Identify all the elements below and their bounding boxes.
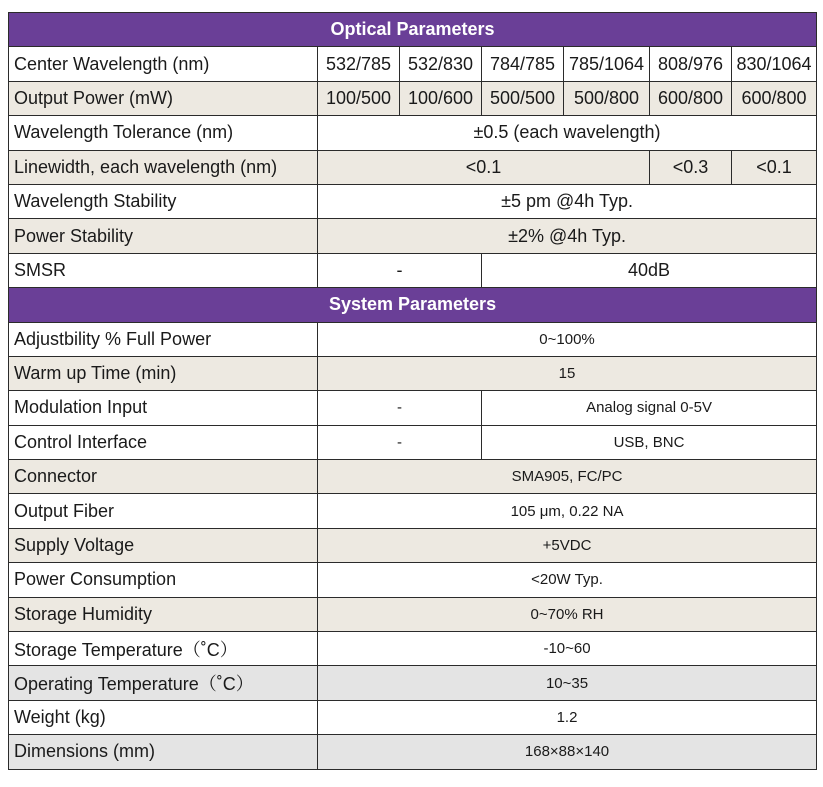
cell-value: 532/785: [318, 47, 400, 81]
row-label: Output Fiber: [9, 494, 318, 528]
table-row-dimensions: [9, 735, 817, 769]
cell-value: 784/785: [482, 47, 564, 81]
cell-value: USB, BNC: [482, 425, 817, 459]
cell-value: 1.2: [318, 700, 817, 734]
row-label: Storage Temperature（˚C）: [9, 632, 318, 666]
table-row-connector: [9, 460, 817, 494]
table-row-linewidth: [9, 150, 817, 184]
table-row-wavelength-stability: [9, 184, 817, 218]
table-row-smsr: [9, 253, 817, 287]
cell-value: 40dB: [482, 253, 817, 287]
row-label: Storage Humidity: [9, 597, 318, 631]
system-section-header-row: [9, 288, 817, 322]
cell-value: ±2% @4h Typ.: [318, 219, 817, 253]
table-row-center-wavelength: [9, 47, 817, 81]
cell-value: 600/800: [650, 81, 732, 115]
table-row-output-fiber: [9, 494, 817, 528]
cell-value: 100/600: [400, 81, 482, 115]
cell-value: <20W Typ.: [318, 563, 817, 597]
cell-value: 785/1064: [564, 47, 650, 81]
table-row-storage-temperature: [9, 632, 817, 666]
row-label: Power Stability: [9, 219, 318, 253]
row-label: Control Interface: [9, 425, 318, 459]
cell-value: 0~100%: [318, 322, 817, 356]
table-row-wavelength-tolerance: [9, 116, 817, 150]
cell-value: 105 μm, 0.22 NA: [318, 494, 817, 528]
table-row-warm-up: [9, 356, 817, 390]
row-label: Power Consumption: [9, 563, 318, 597]
table-row-adjustability: [9, 322, 817, 356]
row-label: Adjustbility % Full Power: [9, 322, 318, 356]
table-row-modulation: [9, 391, 817, 425]
cell-value: <0.1: [318, 150, 650, 184]
cell-value: ±5 pm @4h Typ.: [318, 184, 817, 218]
cell-value: <0.3: [650, 150, 732, 184]
table-row-power-consumption: [9, 563, 817, 597]
row-label: Linewidth, each wavelength (nm): [9, 150, 318, 184]
cell-value: 600/800: [732, 81, 817, 115]
row-label: Center Wavelength (nm): [9, 47, 318, 81]
spec-table: [8, 12, 817, 770]
cell-value: -10~60: [318, 632, 817, 666]
cell-value: Analog signal 0-5V: [482, 391, 817, 425]
cell-value: 15: [318, 356, 817, 390]
cell-value: SMA905, FC/PC: [318, 460, 817, 494]
cell-value: 10~35: [318, 666, 817, 700]
system-section-title: System Parameters: [9, 288, 817, 322]
row-label: Wavelength Stability: [9, 184, 318, 218]
cell-value: -: [318, 391, 482, 425]
optical-section-header-row: [9, 13, 817, 47]
row-label: SMSR: [9, 253, 318, 287]
table-row-supply-voltage: [9, 528, 817, 562]
table-row-control: [9, 425, 817, 459]
row-label: Wavelength Tolerance (nm): [9, 116, 318, 150]
cell-value: <0.1: [732, 150, 817, 184]
cell-value: 0~70% RH: [318, 597, 817, 631]
row-label: Warm up Time (min): [9, 356, 318, 390]
cell-value: 532/830: [400, 47, 482, 81]
cell-value: 808/976: [650, 47, 732, 81]
row-label: Modulation Input: [9, 391, 318, 425]
cell-value: 830/1064: [732, 47, 817, 81]
cell-value: 500/800: [564, 81, 650, 115]
cell-value: ±0.5 (each wavelength): [318, 116, 817, 150]
row-label: Connector: [9, 460, 318, 494]
cell-value: -: [318, 425, 482, 459]
table-row-storage-humidity: [9, 597, 817, 631]
row-label: Supply Voltage: [9, 528, 318, 562]
optical-section-title: Optical Parameters: [9, 13, 817, 47]
row-label: Output Power (mW): [9, 81, 318, 115]
table-row-output-power: [9, 81, 817, 115]
row-label: Operating Temperature（˚C）: [9, 666, 318, 700]
table-row-weight: [9, 700, 817, 734]
cell-value: 100/500: [318, 81, 400, 115]
table-row-operating-temperature: [9, 666, 817, 700]
row-label: Weight (kg): [9, 700, 318, 734]
row-label: Dimensions (mm): [9, 735, 318, 769]
cell-value: 168×88×140: [318, 735, 817, 769]
table-row-power-stability: [9, 219, 817, 253]
cell-value: 500/500: [482, 81, 564, 115]
cell-value: -: [318, 253, 482, 287]
cell-value: +5VDC: [318, 528, 817, 562]
